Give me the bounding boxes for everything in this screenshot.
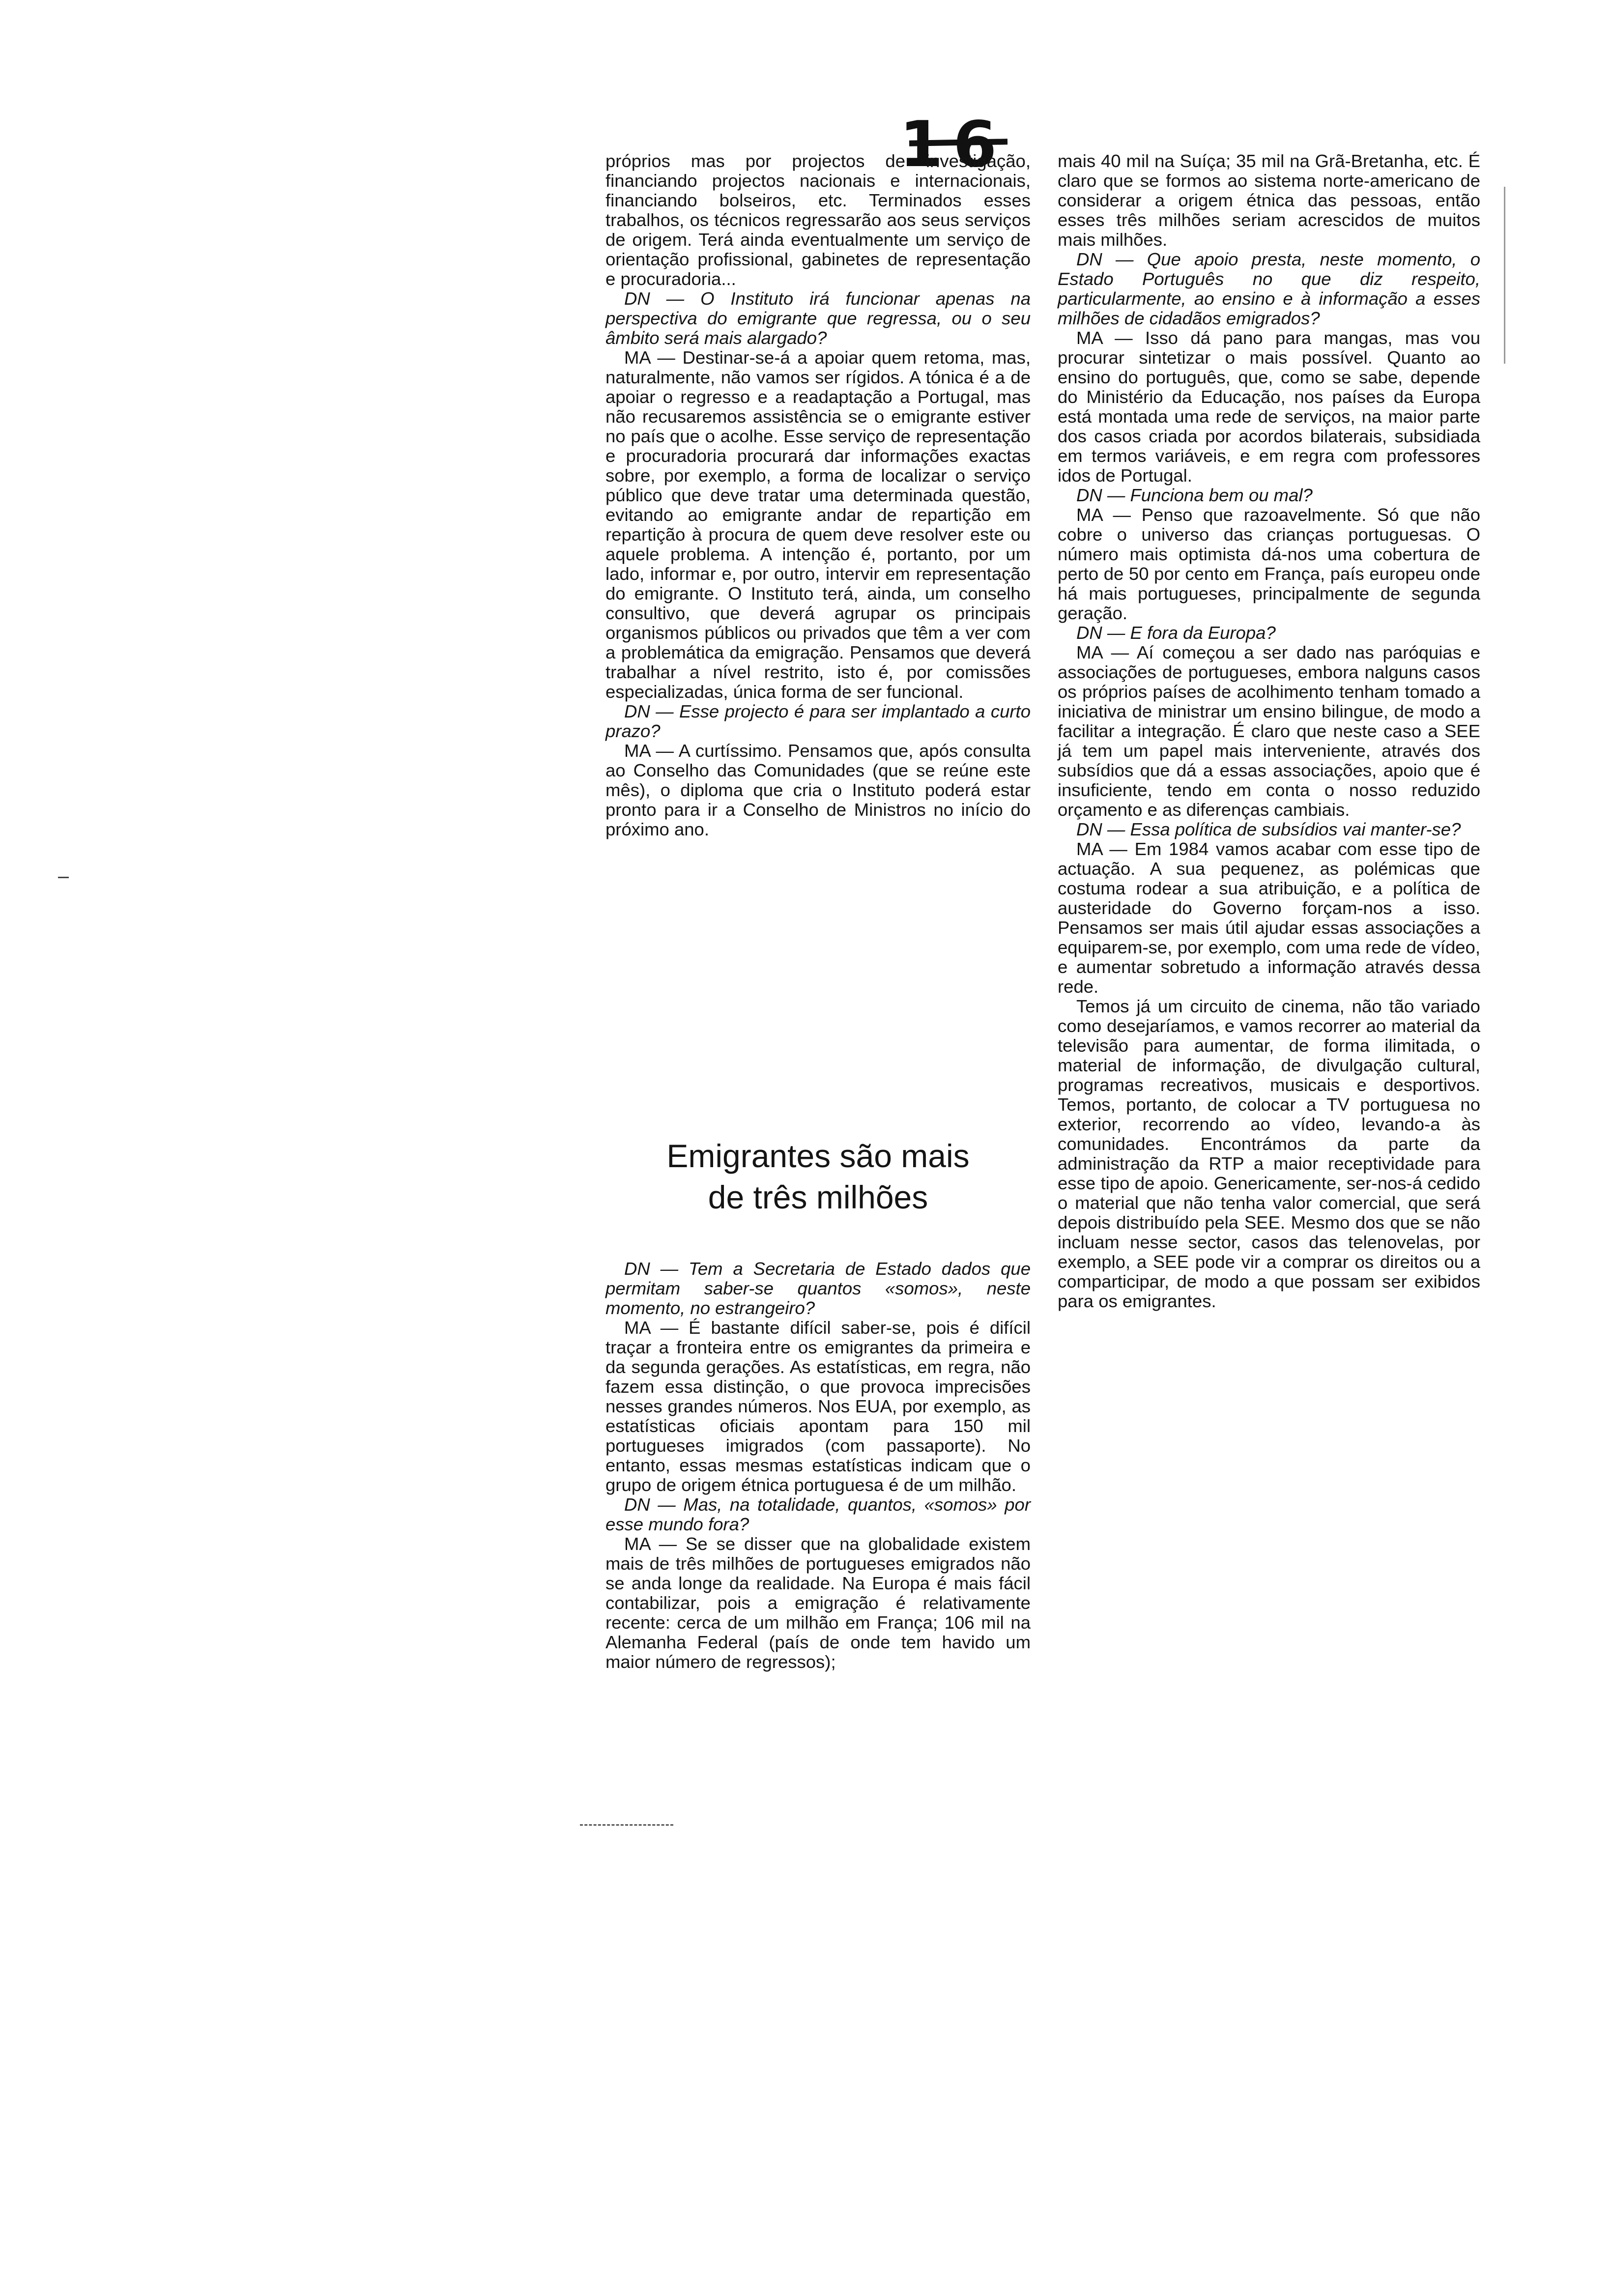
- scan-speck: [58, 877, 69, 878]
- margin-line: [1504, 187, 1505, 364]
- article-column-3: [1058, 151, 1480, 1311]
- paragraph: MA — Se se disser que na globalidade existem mais de três milhões de portugueses emigrados não se anda longe da realidade. Na Europa é mais fácil contabilizar, pois a emigração é relativamente recente: cerca de um milhão em França; 106 mil na Alemanha Federal (país de onde tem havido um maior número de regressos);: [605, 1534, 1031, 1672]
- article-column-1: [605, 151, 1031, 839]
- interview-question: DN — Funciona bem ou mal?: [1076, 485, 1313, 505]
- paragraph: mais 40 mil na Suíça; 35 mil na Grã-Bretanha, etc. É claro que se formos ao sistema norte-americano de considerar a origem étnica das pessoas, então esses três milhões seriam acrescidos de muitos mais milhões.: [1058, 151, 1480, 250]
- interview-question: DN — Essa política de subsídios vai manter-se?: [1076, 819, 1461, 839]
- paragraph: MA — Penso que razoavelmente. Só que não cobre o universo das crianças portuguesas. O número mais optimista dá-nos uma cobertura de perto de 50 por cento em França, país europeu onde há mais portugueses, principalmente de segunda geração.: [1058, 505, 1480, 623]
- paragraph: próprios mas por projectos de investigação, financiando projectos nacionais e internacionais, financiando bolseiros, etc. Terminados esses trabalhos, os técnicos regressarão aos seus serviços de origem. Terá ainda eventualmente um serviço de orientação profissional, gabinetes de representação e procuradoria...: [605, 151, 1031, 289]
- interview-question: DN — E fora da Europa?: [1076, 623, 1276, 643]
- paragraph: MA — É bastante difícil saber-se, pois é difícil traçar a fronteira entre os emigrantes da primeira e da segunda gerações. As estatísticas, em regra, não fazem essa distinção, o que provoca imprecisões nesses grandes números. Nos EUA, por exemplo, as estatísticas oficiais apontam para 150 mil portugueses imigrados (com passaporte). No entanto, essas mesmas estatísticas indicam que o grupo de origem étnica portuguesa é de um milhão.: [605, 1318, 1031, 1495]
- paragraph: MA — Destinar-se-á a apoiar quem retoma, mas, naturalmente, não vamos ser rígidos. A tónica é a de apoiar o regresso e a readaptação a Portugal, mas não recusaremos assistência se o emigrante estiver no país que o acolhe. Esse serviço de representação e procuradoria procurará dar informações exactas sobre, por exemplo, a forma de localizar o serviço público que deve tratar uma determinada questão, evitando ao emigrante andar de repartição em repartição à procura de quem deve resolver este ou aquele problema. A intenção é, portanto, por um lado, informar e, por outro, intervir em representação do emigrante. O Instituto terá, ainda, um conselho consultivo, que deverá agrupar os principais organismos públicos ou privados que têm a ver com a problemática da emigração. Pensamos que deverá trabalhar a nível restrito, isto é, por comissões especializadas, única forma de ser funcional.: [605, 347, 1031, 702]
- headline-line-2: de três milhões: [708, 1179, 928, 1215]
- paragraph: MA — Isso dá pano para mangas, mas vou procurar sintetizar o mais possível. Quanto ao ensino do português, que, como se sabe, depende do Ministério da Educação, nos países da Europa está montada uma rede de serviços, na maior parte dos casos criada por acordos bilaterais, subsidiada em termos variáveis, e em regra com professores idos de Portugal.: [1058, 328, 1480, 486]
- paragraph: Temos já um circuito de cinema, não tão variado como desejaríamos, e vamos recorrer ao material da televisão para aumentar, de forma ilimitada, o material de informação, de divulgação cultural, programas recreativos, musicais e desportivos. Temos, portanto, de colocar a TV portuguesa no exterior, recorrendo ao vídeo, levando-a às comunidades. Encontrámos da parte da administração da RTP a maior receptividade para esse tipo de apoio. Genericamente, ser-nos-á cedido o material que não tenha valor comercial, que será depois distribuído pela SEE. Mesmo dos que se não incluam nesse sector, casos das telenovelas, por exemplo, a SEE pode vir a comprar os direitos ou a comparticipar, de modo a que possam ser exibidos para os emigrantes.: [1058, 996, 1480, 1311]
- paragraph: MA — Aí começou a ser dado nas paróquias e associações de portugueses, embora nalguns casos os próprios países de acolhimento tenham tomado a iniciativa de ministrar um ensino bilingue, de modo a facilitar a integração. É claro que neste caso a SEE já tem um papel mais interveniente, através dos subsídios que dá a essas associações, apoio que é insuficiente, tendo em conta o nosso reduzido orçamento e as diferenças cambiais.: [1058, 642, 1480, 820]
- article-column-2: [605, 1259, 1031, 1672]
- interview-question: DN — Que apoio presta, neste momento, o Estado Português no que diz respeito, particularmente, ao ensino e à informação a esses milhões de cidadãos emigrados?: [1058, 249, 1480, 328]
- interview-question: DN — Esse projecto é para ser implantado a curto prazo?: [605, 701, 1031, 741]
- interview-question: DN — O Instituto irá funcionar apenas na perspectiva do emigrante que regressa, ou o seu âmbito será mais alargado?: [605, 288, 1031, 348]
- handwritten-page-mark: 16: [899, 108, 1007, 181]
- scan-dash-mark: [580, 1824, 673, 1826]
- paragraph: MA — Em 1984 vamos acabar com esse tipo de actuação. A sua pequenez, as polémicas que costuma rodear a sua atribuição, e a política de austeridade do Governo forçam-nos a isso. Pensamos ser mais útil ajudar essas associações a equiparem-se, por exemplo, com uma rede de vídeo, e aumentar sobretudo a informação através dessa rede.: [1058, 839, 1480, 997]
- paragraph: MA — A curtíssimo. Pensamos que, após consulta ao Conselho das Comunidades (que se reúne este mês), o diploma que cria o Instituto poderá estar pronto para ir a Conselho de Ministros no início do próximo ano.: [605, 741, 1031, 839]
- headline: [605, 1135, 1031, 1218]
- interview-question: DN — Mas, na totalidade, quantos, «somos» por esse mundo fora?: [605, 1494, 1031, 1534]
- headline-line-1: Emigrantes são mais: [666, 1138, 970, 1174]
- interview-question: DN — Tem a Secretaria de Estado dados que permitam saber-se quantos «somos», neste momento, no estrangeiro?: [605, 1259, 1031, 1318]
